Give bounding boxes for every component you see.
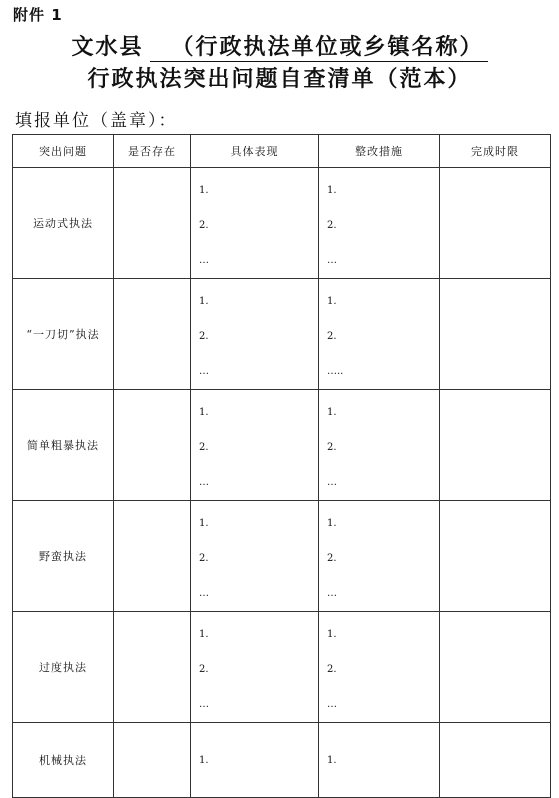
measures-cell[interactable]	[319, 168, 440, 279]
deadline-cell[interactable]	[440, 723, 551, 798]
column-header-exists: 是否存在	[114, 135, 191, 168]
measures-cell[interactable]	[319, 501, 440, 612]
list-item: 1.	[199, 629, 209, 640]
list-item: 2.	[199, 664, 209, 675]
list-item: 2.	[327, 553, 337, 564]
fill-unit-label: 填报单位（盖章）：	[15, 111, 178, 131]
list-item: …	[327, 588, 337, 599]
manifestation-cell[interactable]	[191, 501, 319, 612]
issue-cell: 运动式执法	[13, 168, 114, 279]
manifestation-cell[interactable]	[191, 168, 319, 279]
list-item: 1.	[199, 296, 209, 307]
table-row	[13, 168, 551, 279]
unit-name-blank: （行政执法单位或乡镇名称）	[150, 30, 488, 62]
measures-cell[interactable]	[319, 723, 440, 798]
list-item: 1.	[327, 755, 337, 766]
measures-cell[interactable]	[319, 390, 440, 501]
list-item: 1.	[327, 296, 337, 307]
title-line-2: 行政执法突出问题自查清单（范本）	[87, 66, 472, 92]
issue-cell: 机械执法	[13, 723, 114, 798]
table-row	[13, 501, 551, 612]
manifestation-cell[interactable]	[191, 390, 319, 501]
column-header-issue: 突出问题	[13, 135, 114, 168]
list-item: …	[327, 477, 337, 488]
issue-cell: 过度执法	[13, 612, 114, 723]
list-item: 2.	[327, 331, 337, 342]
exists-cell[interactable]	[114, 612, 191, 723]
list-item: 1.	[199, 518, 209, 529]
list-item: 2.	[199, 220, 209, 231]
table-row	[13, 612, 551, 723]
issue-cell: 野蛮执法	[13, 501, 114, 612]
list-item: …	[199, 588, 209, 599]
manifestation-cell[interactable]	[191, 279, 319, 390]
manifestation-cell[interactable]	[191, 723, 319, 798]
table-row	[13, 723, 551, 798]
list-item: 2.	[199, 553, 209, 564]
list-item: …	[199, 477, 209, 488]
exists-cell[interactable]	[114, 168, 191, 279]
list-item: …	[199, 366, 209, 377]
list-item: 1.	[327, 518, 337, 529]
issue-cell: “一刀切”执法	[13, 279, 114, 390]
self-check-table	[12, 134, 551, 798]
column-header-manifestation: 具体表现	[191, 135, 319, 168]
list-item: 1.	[327, 629, 337, 640]
deadline-cell[interactable]	[440, 501, 551, 612]
list-item: 2.	[199, 331, 209, 342]
title-line-1	[0, 30, 559, 62]
column-header-measures: 整改措施	[319, 135, 440, 168]
measures-cell[interactable]	[319, 612, 440, 723]
list-item: 1.	[199, 407, 209, 418]
list-item: 2.	[327, 442, 337, 453]
column-header-deadline: 完成时限	[440, 135, 551, 168]
manifestation-cell[interactable]	[191, 612, 319, 723]
table-row	[13, 390, 551, 501]
list-item: 1.	[327, 407, 337, 418]
list-item: 1.	[199, 755, 209, 766]
deadline-cell[interactable]	[440, 279, 551, 390]
list-item: 2.	[199, 442, 209, 453]
deadline-cell[interactable]	[440, 168, 551, 279]
exists-cell[interactable]	[114, 501, 191, 612]
measures-cell[interactable]	[319, 279, 440, 390]
exists-cell[interactable]	[114, 723, 191, 798]
list-item: 1.	[327, 185, 337, 196]
list-item: …	[327, 255, 337, 266]
list-item: 2.	[327, 220, 337, 231]
deadline-cell[interactable]	[440, 390, 551, 501]
list-item: …	[199, 699, 209, 710]
list-item: 2.	[327, 664, 337, 675]
list-item: …..	[327, 366, 344, 377]
list-item: 1.	[199, 185, 209, 196]
table-header-row	[13, 135, 551, 168]
attachment-label: 附件 1	[13, 6, 63, 24]
table-row	[13, 279, 551, 390]
list-item: …	[327, 699, 337, 710]
issue-cell: 简单粗暴执法	[13, 390, 114, 501]
exists-cell[interactable]	[114, 279, 191, 390]
list-item: …	[199, 255, 209, 266]
county-name: 文水县	[71, 34, 144, 60]
exists-cell[interactable]	[114, 390, 191, 501]
deadline-cell[interactable]	[440, 612, 551, 723]
